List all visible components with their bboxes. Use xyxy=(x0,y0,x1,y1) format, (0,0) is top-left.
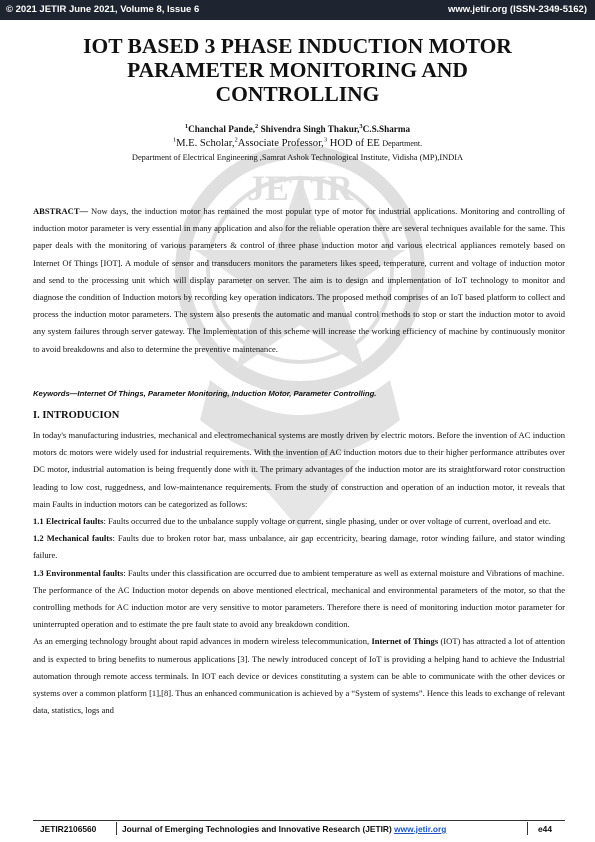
header-website[interactable]: www.jetir.org (ISSN-2349-5162) xyxy=(447,4,587,15)
role-3-tail: Department. xyxy=(382,139,423,148)
intro-paragraph-1: In today's manufacturing industries, mechanical and electromechanical systems are mostly driven by electric motors. Before the invention of AC induction motors dc motors were widely used for industrial requirements. With the invention of AC induction motors due to their higher performance attributes over DC motor, industrial automation is being frequently done with it. The primary advantages of the induction motor are its straightforward rotor construction leading to low cost, ruggedness, and low-maintenance requirements. From the study of construction and operation of an induction motor, it reveals that main Faults in induction motors can be categorized as follows: xyxy=(33,430,565,509)
running-footer xyxy=(0,822,595,836)
fault-label-environmental: 1.3 Environmental faults xyxy=(33,567,124,578)
abstract-label: ABSTRACT— xyxy=(33,206,89,216)
intro-paragraph-2: The performance of the AC Induction motor depends on above mentioned electrical, mechanical and environmental parameters of the motor, so that the controlling methods for AC induction motor are very sensitive to motor parameters. Therefore there is need of monitoring induction motor parameter for uninterrupted operation and to estimate the pre fault state to avoid any breakdown condition. xyxy=(33,584,565,630)
intro-paragraph-3 xyxy=(33,633,565,719)
author-3: C.S.Sharma xyxy=(362,124,411,134)
intro-p3-term: Internet of Things xyxy=(371,636,439,647)
fault-text-electrical: : Faults occurred due to the unbalance supply voltage or current, single phasing, under or over voltage of current, overload and etc. xyxy=(103,516,551,527)
title-line-1: IOT BASED 3 PHASE INDUCTION MOTOR xyxy=(83,34,512,58)
author-2-mark: 2 xyxy=(255,122,259,130)
watermark-label: JETIR xyxy=(246,168,354,208)
page-number: e44 xyxy=(538,824,552,834)
fault-item-environmental xyxy=(33,565,565,582)
author-list xyxy=(40,124,555,134)
abstract xyxy=(33,203,565,358)
title-line-3: CONTROLLING xyxy=(215,82,380,106)
fault-item-electrical xyxy=(33,513,565,530)
fault-label-mechanical: 1.2 Mechanical faults xyxy=(33,533,113,544)
role-1: M.E. Scholar, xyxy=(176,138,235,149)
section-heading-introduction: I. INTRODUCION xyxy=(33,410,120,421)
author-roles xyxy=(40,138,555,149)
author-3-mark: 3 xyxy=(359,122,363,130)
fault-text-environmental: : Faults under this classification are occurred due to ambient temperature as well as external moisture and Vibrations of machine. xyxy=(123,567,565,578)
running-header xyxy=(0,0,595,20)
author-1: Chanchal Pande, xyxy=(188,124,256,134)
introduction-body xyxy=(33,427,565,719)
fault-item-mechanical xyxy=(33,530,565,564)
intro-p3-end: (IOT) has attracted a lot of attention and is expected to bring benefits to numerous applications [3]. The newly introduced concept of IoT is providing a helping hand to achieve the Industrial automation through remote access terminals. In IOT each device or devices constituting a system can be able to communicate with the other devices or systems over a common platform [1],[8]. Thus an enhanced communication is achieved by a “System of systems”. Hence this leads to exchange of relevant data, statistics, logs and xyxy=(33,636,565,716)
role-1-mark: 1 xyxy=(172,136,177,144)
abstract-text: Now days, the induction motor has remained the most popular type of motor for industrial applications. Monitoring and controlling of induction motor parameter is very essential in many application and also for the reliable operation there are several techniques available for the same. This paper deals with the monitoring of various parameters & control of three phase induction motor and various electrical appliances remotely based on Internet Of Things [IOT]. A module of sensor and transducers monitors the parameters likes speed, temperature, current and voltage of induction motor and send to the processing unit which will display parameter on server. The aim is to design and implementation of IoT technology to monitor and diagnose the condition of Induction motors by recording key operation indicators. The proposed method comprises of an IoT based platform to collect and process the induction motor parameters. The system also presents the automatic and manual control methods to stop or start the induction motor to avoid any system failures through server gateway. The Implementation of this scheme will increase the working efficiency of machine by continuously monitor to avoid breakdowns and also to determine the preventive maintenance. xyxy=(33,206,565,354)
footer-separator xyxy=(116,822,117,835)
intro-p3-start: As an emerging technology brought about rapid advances in modern wireless telecommunication, xyxy=(33,636,372,647)
role-2-mark: 2 xyxy=(234,136,238,144)
paper-id: JETIR2106560 xyxy=(40,824,97,834)
header-citation: © 2021 JETIR June 2021, Volume 8, Issue 6 xyxy=(6,4,200,15)
journal-website-link[interactable]: www.jetir.org xyxy=(394,824,447,834)
role-2: Associate Professor, xyxy=(237,138,324,149)
journal-title: Journal of Emerging Technologies and Innovative Research (JETIR) xyxy=(122,824,395,834)
journal-name xyxy=(122,824,446,834)
role-3: HOD of EE xyxy=(327,138,383,149)
title-line-2: PARAMETER MONITORING AND xyxy=(127,58,468,82)
fault-label-electrical: 1.1 Electrical faults xyxy=(33,516,104,527)
author-1-mark: 1 xyxy=(184,122,189,130)
affiliation: Department of Electrical Engineering ,Samrat Ashok Technological Institute, Vidisha (MP),INDIA xyxy=(131,153,464,162)
fault-text-mechanical: : Faults due to broken rotor bar, mass unbalance, air gap eccentricity, bearing damage, rotor winding failure, and stator winding failure. xyxy=(33,533,565,561)
paper-title xyxy=(40,34,555,106)
footer-divider xyxy=(33,820,565,821)
footer-separator xyxy=(527,822,528,835)
keywords: Keywords—Internet Of Things, Parameter Monitoring, Induction Motor, Parameter Controlling. xyxy=(33,389,377,398)
role-3-mark: 3 xyxy=(323,136,328,144)
author-2: Shivendra Singh Thakur, xyxy=(258,124,360,134)
